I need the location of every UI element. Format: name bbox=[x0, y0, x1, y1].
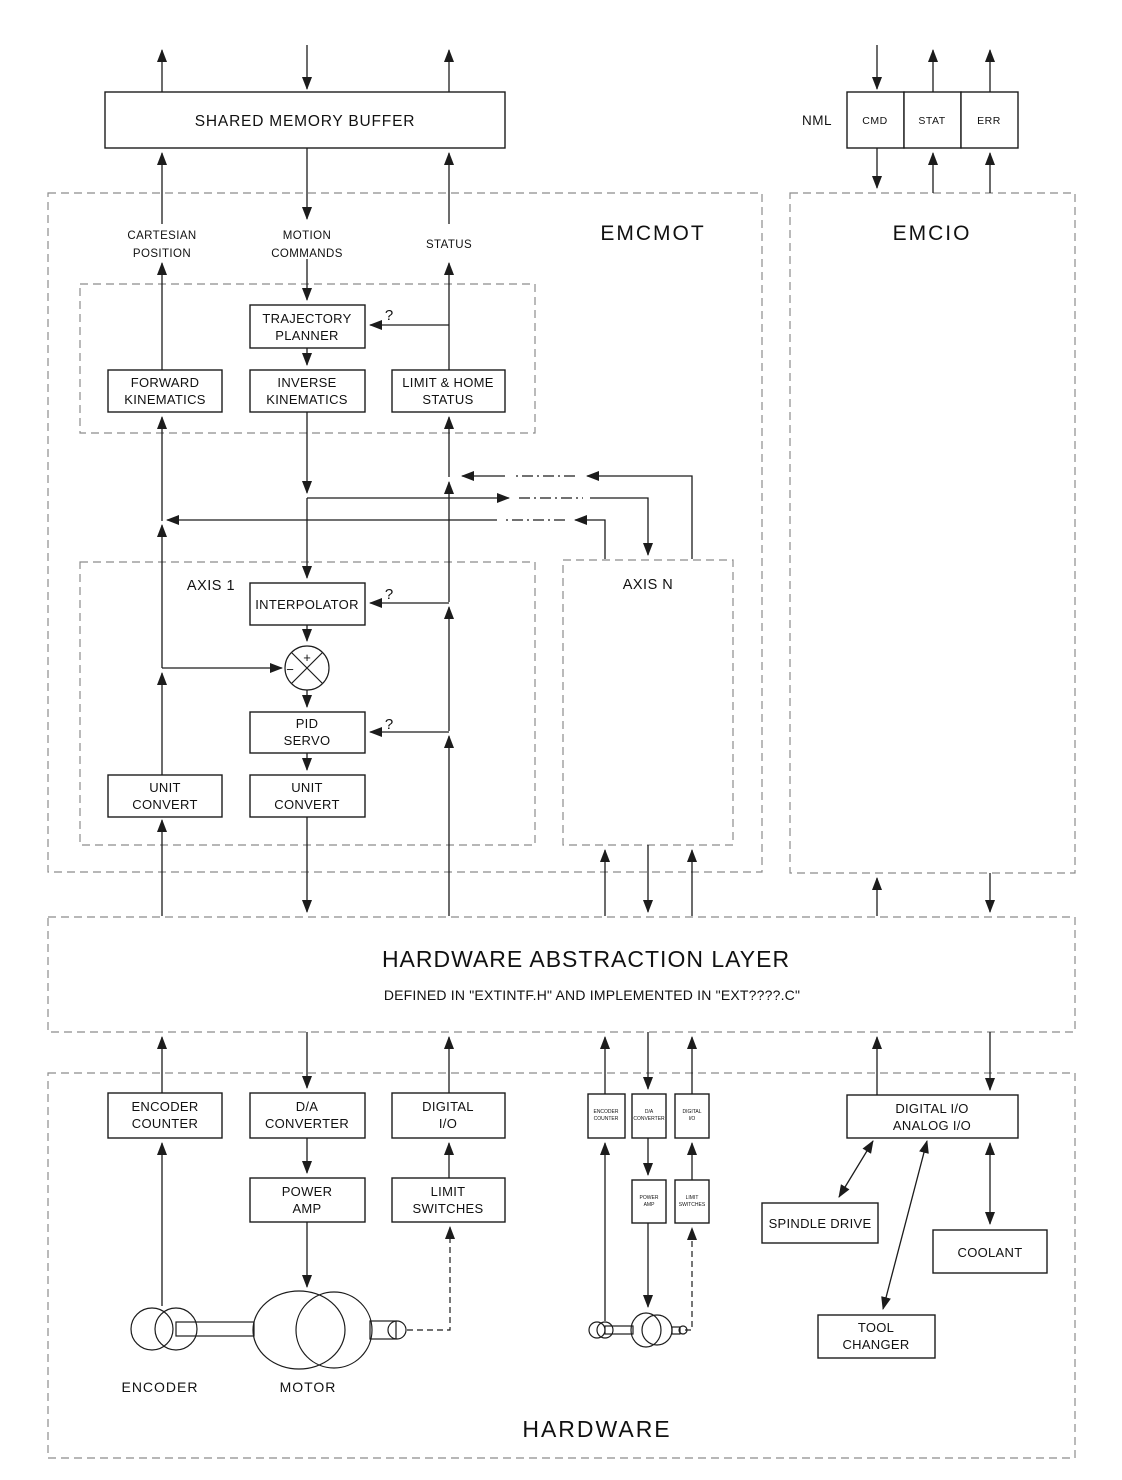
mini-motor-body-front bbox=[642, 1315, 672, 1345]
cartesian-position-label-1: CARTESIAN bbox=[127, 230, 197, 242]
forward-kinematics-label-1: FORWARD bbox=[130, 375, 200, 390]
mini-motor-shaft bbox=[605, 1326, 633, 1334]
motor-body-back bbox=[253, 1291, 345, 1369]
pid-servo bbox=[250, 712, 365, 753]
unit-convert-output-label-2: CONVERT bbox=[274, 797, 340, 812]
tool-changer bbox=[818, 1315, 935, 1358]
limit-switches-mini-label-1: LIMIT bbox=[685, 1195, 699, 1201]
question-mark-pid: ? bbox=[384, 716, 394, 733]
motor-drawing bbox=[253, 1291, 406, 1395]
power-amp-mini-label-2: AMP bbox=[643, 1202, 655, 1208]
encoder-counter-label-2: COUNTER bbox=[131, 1116, 199, 1131]
unit-convert-output bbox=[250, 775, 365, 817]
motor-shaft-end bbox=[388, 1321, 406, 1339]
forward-kinematics bbox=[108, 370, 222, 412]
limit-switches bbox=[392, 1178, 505, 1222]
da-converter-mini-label-1: D/A bbox=[644, 1109, 654, 1115]
limit-home-status-label-1: LIMIT & HOME bbox=[402, 375, 494, 390]
digital-analog-io bbox=[847, 1095, 1018, 1138]
arrow-motor-to-limitsw bbox=[407, 1227, 450, 1330]
digital-analog-io-label-2: ANALOG I/O bbox=[892, 1118, 972, 1133]
encoder-counter-mini bbox=[588, 1094, 625, 1138]
motor-shaft bbox=[176, 1322, 254, 1336]
trajectory-planner-label-1: TRAJECTORY bbox=[262, 311, 352, 326]
limit-switches-mini-label-2: SWITCHES bbox=[678, 1202, 706, 1208]
cartesian-position-label-2: POSITION bbox=[132, 248, 192, 260]
limit-home-status-label-2: STATUS bbox=[422, 392, 474, 407]
status-label: STATUS bbox=[425, 239, 473, 251]
encoder-counter-mini-label-2: COUNTER bbox=[593, 1116, 619, 1122]
motor-body-front bbox=[296, 1292, 372, 1368]
inverse-kinematics bbox=[250, 370, 365, 412]
power-amp-label-2: AMP bbox=[292, 1201, 322, 1216]
encoder-disc-back bbox=[131, 1308, 173, 1350]
arrow-spindle-bidirectional bbox=[839, 1141, 873, 1197]
bus-status-from-axisn bbox=[587, 476, 692, 559]
digital-io bbox=[392, 1093, 505, 1138]
tool-changer-label-1: TOOL bbox=[857, 1320, 895, 1335]
question-mark-trajectory: ? bbox=[384, 307, 394, 324]
emcmot-title: EMCMOT bbox=[600, 222, 706, 245]
limit-switches-label-1: LIMIT bbox=[430, 1184, 466, 1199]
axisn-title: AXIS N bbox=[622, 577, 674, 593]
axis1-title: AXIS 1 bbox=[186, 578, 236, 594]
axisn-region bbox=[563, 560, 733, 845]
da-converter-label-1: D/A bbox=[295, 1099, 319, 1114]
arrow-toolchanger-bidirectional bbox=[883, 1141, 927, 1309]
hal-boundary bbox=[48, 917, 1075, 1032]
power-amp-mini bbox=[632, 1180, 666, 1223]
interpolator-label: INTERPOLATOR bbox=[255, 597, 359, 612]
da-converter-label-2: CONVERTER bbox=[264, 1116, 350, 1131]
nml-err-label: ERR bbox=[977, 115, 1001, 127]
motion-commands-label-2: COMMANDS bbox=[271, 248, 343, 260]
forward-kinematics-label-2: KINEMATICS bbox=[124, 392, 206, 407]
shared-memory-buffer bbox=[105, 92, 505, 148]
nml-label: NML bbox=[801, 113, 833, 128]
coolant bbox=[933, 1230, 1047, 1273]
unit-convert-output-label-1: UNIT bbox=[291, 780, 323, 795]
unit-convert-feedback-label-2: CONVERT bbox=[132, 797, 198, 812]
pid-servo-label-2: SERVO bbox=[283, 733, 331, 748]
summing-plus-sign: + bbox=[303, 650, 311, 665]
nml-channel-set bbox=[802, 92, 1018, 148]
power-amp bbox=[250, 1178, 365, 1222]
emcio-boundary bbox=[790, 193, 1075, 873]
motor-output-shaft bbox=[370, 1321, 396, 1339]
unit-convert-feedback-label-1: UNIT bbox=[149, 780, 181, 795]
nml-stat-label: STAT bbox=[918, 115, 946, 127]
da-converter-mini-label-2: CONVERTER bbox=[633, 1116, 665, 1122]
signal-labels bbox=[127, 230, 472, 260]
axisn-boundary bbox=[563, 560, 733, 845]
question-mark-interpolator: ? bbox=[384, 586, 394, 603]
trajectory-planner bbox=[250, 305, 365, 348]
coolant-label: COOLANT bbox=[957, 1245, 1023, 1260]
mini-motor-drawing bbox=[589, 1313, 687, 1347]
pid-servo-label-1: PID bbox=[295, 716, 319, 731]
emcmot-region bbox=[48, 193, 762, 872]
emcmot-boundary bbox=[48, 193, 762, 872]
unit-convert-feedback bbox=[108, 775, 222, 817]
limit-home-status bbox=[392, 370, 505, 412]
summing-junction bbox=[285, 646, 329, 690]
bus-feedback-from-axisn bbox=[575, 520, 605, 559]
mini-motor-body-back bbox=[631, 1313, 661, 1347]
encoder-counter-mini-label-1: ENCODER bbox=[593, 1109, 619, 1115]
emcio-title: EMCIO bbox=[892, 222, 972, 245]
da-converter-mini bbox=[632, 1094, 666, 1138]
encoder-counter-label-1: ENCODER bbox=[131, 1099, 199, 1114]
nml-cmd-label: CMD bbox=[862, 115, 888, 127]
encoder-drawing bbox=[121, 1308, 254, 1395]
digital-io-label-2: I/O bbox=[438, 1116, 458, 1131]
digital-io-mini bbox=[675, 1094, 709, 1138]
bus-command-into-axisn bbox=[590, 498, 648, 555]
digital-io-mini-label-1: DIGITAL bbox=[682, 1109, 702, 1115]
digital-io-mini-label-2: I/O bbox=[688, 1116, 696, 1122]
emcio-region bbox=[790, 193, 1075, 873]
summing-minus-sign: − bbox=[286, 662, 294, 677]
da-converter bbox=[250, 1093, 365, 1138]
hal-subtitle: DEFINED IN "EXTINTF.H" AND IMPLEMENTED IN "EXT????.C" bbox=[383, 987, 801, 1003]
trajectory-planner-label-2: PLANNER bbox=[275, 328, 339, 343]
arrow-mini-motor-to-limitsw bbox=[685, 1228, 692, 1330]
power-amp-label-1: POWER bbox=[281, 1184, 333, 1199]
motion-commands-label-1: MOTION bbox=[282, 230, 332, 242]
hal-title: HARDWARE ABSTRACTION LAYER bbox=[381, 946, 791, 972]
hardware-title: HARDWARE bbox=[522, 1416, 672, 1442]
hal-region bbox=[48, 917, 1075, 1032]
limit-switches-mini bbox=[675, 1180, 709, 1223]
inverse-kinematics-label-1: INVERSE bbox=[277, 375, 337, 390]
spindle-drive-label: SPINDLE DRIVE bbox=[768, 1216, 872, 1231]
digital-analog-io-label-1: DIGITAL I/O bbox=[895, 1101, 969, 1116]
encoder-counter bbox=[108, 1093, 222, 1138]
interpolator bbox=[250, 583, 365, 625]
inverse-kinematics-label-2: KINEMATICS bbox=[266, 392, 348, 407]
power-amp-mini-label-1: POWER bbox=[639, 1195, 659, 1201]
encoder-label: ENCODER bbox=[121, 1379, 199, 1395]
spindle-drive bbox=[762, 1203, 878, 1243]
digital-io-label-1: DIGITAL bbox=[422, 1099, 474, 1114]
tool-changer-label-2: CHANGER bbox=[842, 1337, 910, 1352]
limit-switches-label-2: SWITCHES bbox=[412, 1201, 484, 1216]
motor-label: MOTOR bbox=[279, 1379, 337, 1395]
shared-memory-buffer-label: SHARED MEMORY BUFFER bbox=[194, 113, 416, 130]
